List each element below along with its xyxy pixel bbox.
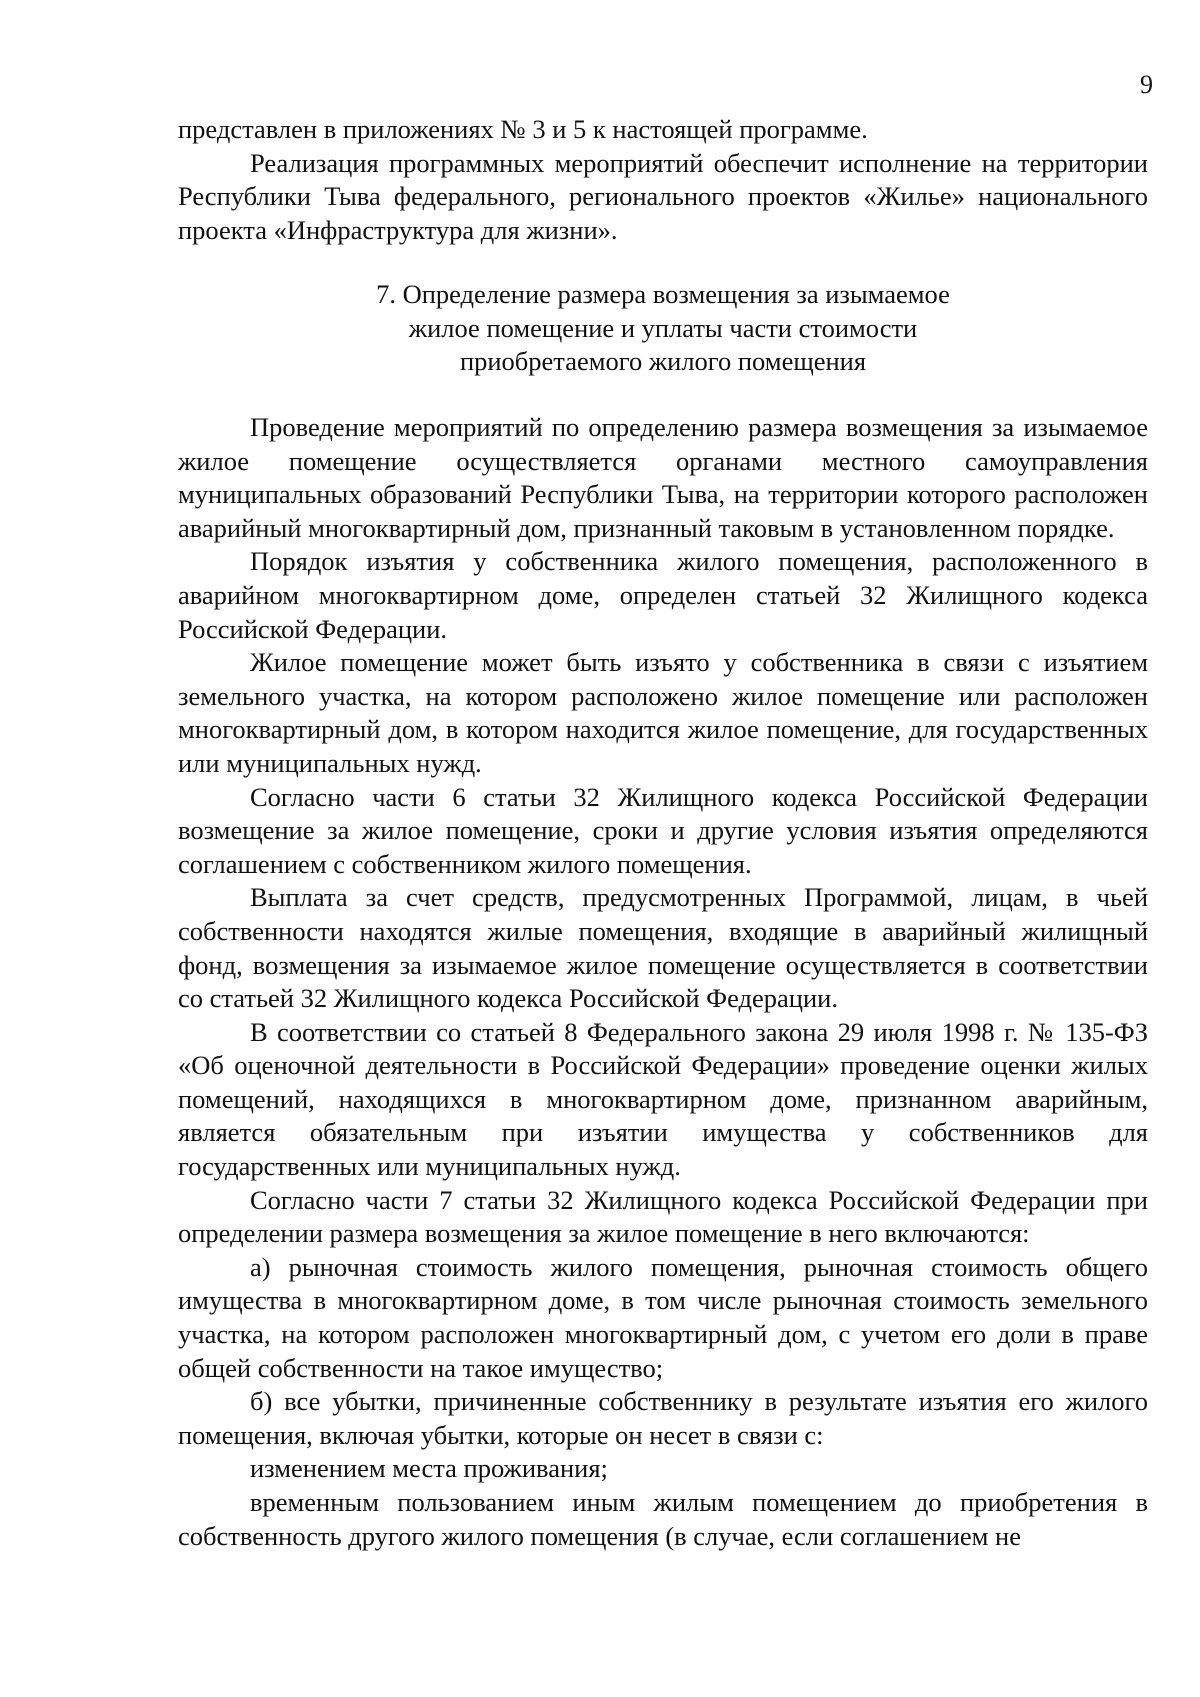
body-paragraph: Порядок изъятия у собственника жилого помещения, расположенного в аварийном многоквартирном доме, определен статьей 32 Жилищного кодекса Российской Федерации. — [178, 546, 1148, 644]
list-subitem: временным пользованием иным жилым помещением до приобретения в собственность другого жилого помещения (в случае, если соглашением не — [178, 1487, 1148, 1551]
section-heading-line: приобретаемого жилого помещения — [459, 346, 867, 377]
body-paragraph: Жилое помещение может быть изъято у собственника в связи с изъятием земельного участка, на котором расположено жилое помещение или расположен многоквартирный дом, в котором находится жилое помещение, для государственных или муниципальных нужд. — [178, 647, 1148, 778]
section-body — [178, 411, 1148, 1553]
body-paragraph: Проведение мероприятий по определению размера возмещения за изымаемое жилое помещение осуществляется органами местного самоуправления муниципальных образований Республики Тыва, на территории которого расположен аварийный многоквартирный дом, признанный таковым в установленном порядке. — [178, 412, 1148, 543]
intro-continuation: представлен в приложениях № 3 и 5 к настоящей программе. — [178, 114, 868, 144]
section-heading-line: 7. Определение размера возмещения за изымаемое — [376, 279, 950, 309]
list-item-a: а) рыночная стоимость жилого помещения, рыночная стоимость общего имущества в многоквартирном доме, в том числе рыночная стоимость земельного участка, на котором расположен многоквартирный дом, с учетом его доли в праве общей собственности на такое имущество; — [178, 1251, 1148, 1383]
body-paragraph: Выплата за счет средств, предусмотренных Программой, лицам, в чьей собственности находятся жилые помещения, входящие в аварийный жилищный фонд, возмещения за изымаемое жилое помещение осуществляется в соответствии со статьей 32 Жилищного кодекса Российской Федерации. — [178, 882, 1148, 1014]
intro-block — [178, 113, 1148, 247]
body-paragraph: Согласно части 7 статьи 32 Жилищного кодекса Российской Федерации при определении размера возмещения за жилое помещение в него включаются: — [178, 1184, 1148, 1249]
list-item-b: б) все убытки, причиненные собственнику в результате изъятия его жилого помещения, включая убытки, которые он несет в связи с: — [178, 1386, 1148, 1450]
page-number: 9 — [1140, 70, 1153, 99]
intro-paragraph: Реализация программных мероприятий обеспечит исполнение на территории Республики Тыва федерального, регионального проектов «Жилье» национального проекта «Инфраструктура для жизни». — [178, 147, 1148, 245]
list-subitem: изменением места проживания; — [250, 1453, 608, 1484]
body-paragraph: В соответствии со статьей 8 Федерального закона 29 июля 1998 г. № 135-ФЗ «Об оценочной деятельности в Российской Федерации» проведение оценки жилых помещений, находящихся в многоквартирном доме, признанном аварийным, является обязательным при изъятии имущества у собственников для государственных или муниципальных нужд. — [178, 1016, 1148, 1182]
section-heading-line: жилое помещение и уплаты части стоимости — [408, 312, 918, 343]
section-heading — [178, 278, 1148, 379]
body-paragraph: Согласно части 6 статьи 32 Жилищного кодекса Российской Федерации возмещение за жилое помещение, сроки и другие условия изъятия определяются соглашением с собственником жилого помещения. — [178, 781, 1148, 879]
